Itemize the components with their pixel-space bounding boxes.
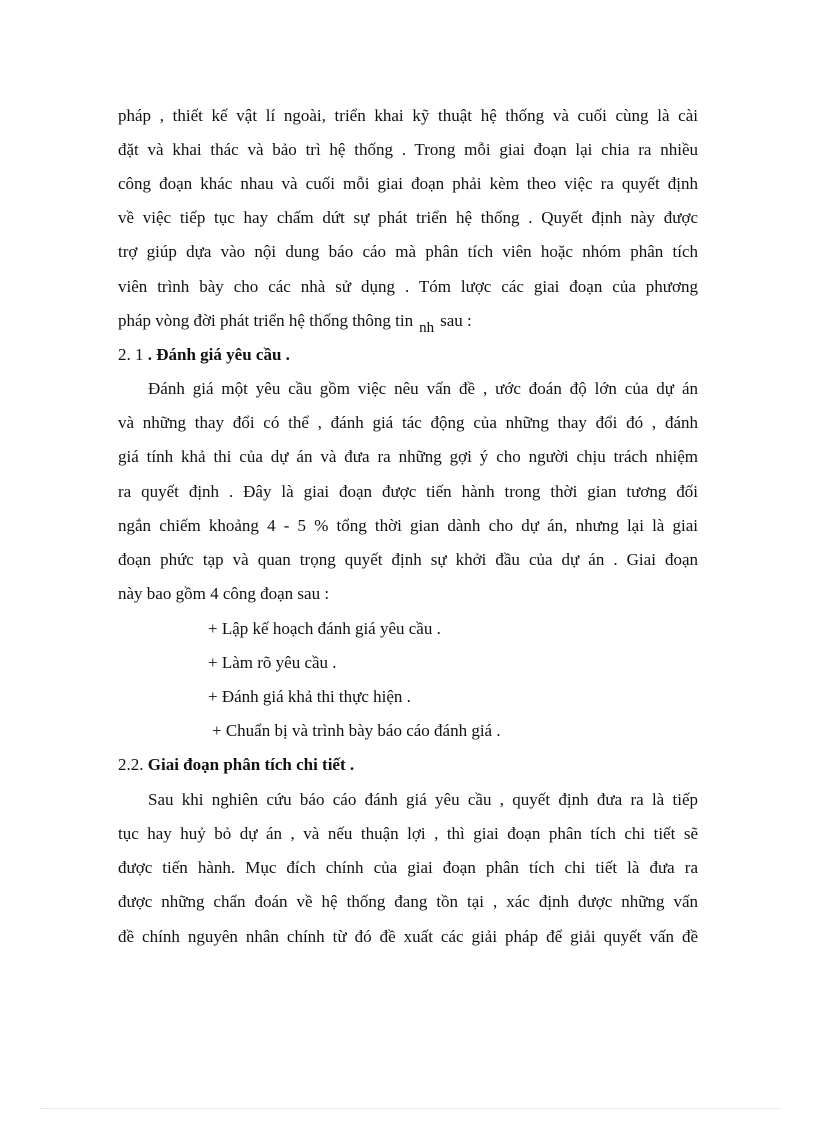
intro-line-6: viên trình bày cho các nhà sử dụng . Tóm lược các giai đoạn của phương — [118, 277, 698, 296]
section2-line-4: được những chẩn đoán về hệ thống đang tồn tại , xác định được những vấn — [118, 892, 698, 911]
bullet-item-4: + Chuẩn bị và trình bày báo cáo đánh giá . — [212, 721, 501, 740]
section1-line-2: và những thay đổi có thể , đánh giá tác động của những thay đổi đó , đánh — [118, 413, 698, 432]
section1-number: 2. 1 — [118, 345, 144, 364]
page-bottom-border — [40, 1108, 780, 1109]
section2-number: 2.2. — [118, 755, 144, 774]
section2-heading — [118, 754, 698, 776]
section1-line-5: ngắn chiếm khoảng 4 - 5 % tổng thời gian dành cho dự án, nhưng lại là giai — [118, 516, 698, 535]
section1-line-4: ra quyết định . Đây là giai đoạn được tiến hành trong thời gian tương đối — [118, 482, 698, 501]
section1-line-3: giá tính khả thi của dự án và đưa ra những gợi ý cho người chịu trách nhiệm — [118, 447, 698, 466]
section1-title: . Đánh giá yêu cầu . — [147, 345, 290, 364]
intro-line-3: công đoạn khác nhau và cuối mỗi giai đoạn phải kèm theo việc ra quyết định — [118, 174, 698, 193]
intro-subscript: nh — [419, 320, 435, 336]
bullet-item-1: + Lập kế hoạch đánh giá yêu cầu . — [208, 619, 441, 638]
intro-last-text: pháp vòng đời phát triển hệ thống thông tin — [118, 311, 414, 330]
section2-line-2: tục hay huỷ bỏ dự án , và nếu thuận lợi , thì giai đoạn phân tích chi tiết sẽ — [118, 824, 698, 843]
intro-line-4: về việc tiếp tục hay chấm dứt sự phát triển hệ thống . Quyết định này được — [118, 208, 698, 227]
bullet-item-2: + Làm rõ yêu cầu . — [208, 653, 337, 672]
bullet-item-3: + Đánh giá khả thi thực hiện . — [208, 687, 411, 706]
section2-line-5: đề chính nguyên nhân chính từ đó đề xuất các giải pháp để giải quyết vấn đề — [118, 927, 698, 946]
section1-heading — [118, 344, 698, 366]
section2-title: Giai đoạn phân tích chi tiết . — [147, 755, 355, 774]
intro-line-7 — [118, 310, 698, 336]
intro-line-1: pháp , thiết kế vật lí ngoài, triển khai kỹ thuật hệ thống và cuối cùng là cài — [118, 106, 698, 125]
section1-line-1: Đánh giá một yêu cầu gồm việc nêu vấn đề , ước đoán độ lớn của dự án — [148, 379, 698, 398]
section1-line-7: này bao gồm 4 công đoạn sau : — [118, 584, 330, 603]
section2-line-1: Sau khi nghiên cứu báo cáo đánh giá yêu cầu , quyết định đưa ra là tiếp — [148, 790, 698, 809]
section1-line-6: đoạn phức tạp và quan trọng quyết định sự khởi đầu của dự án . Giai đoạn — [118, 550, 698, 569]
intro-last-after: sau : — [440, 311, 472, 330]
section2-line-3: được tiến hành. Mục đích chính của giai đoạn phân tích chi tiết là đưa ra — [118, 858, 698, 877]
intro-line-5: trợ giúp dựa vào nội dung báo cáo mà phân tích viên hoặc nhóm phân tích — [118, 242, 698, 261]
intro-line-2: đặt và khai thác và bảo trì hệ thống . Trong mỗi giai đoạn lại chia ra nhiều — [118, 140, 698, 159]
